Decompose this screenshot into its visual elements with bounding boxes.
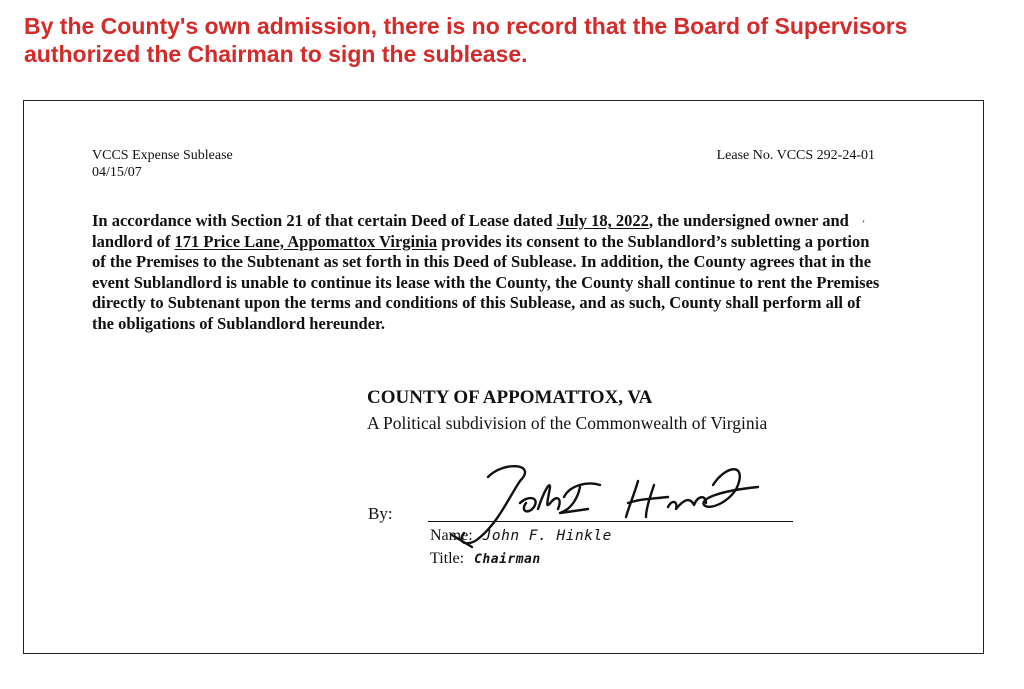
consent-paragraph bbox=[92, 211, 882, 334]
county-subtitle: A Political subdivision of the Commonwealth of Virginia bbox=[367, 413, 768, 433]
name-label: Name: bbox=[430, 527, 473, 544]
signer-title: Chairman bbox=[474, 552, 541, 567]
lease-number: Lease No. VCCS 292-24-01 bbox=[716, 148, 875, 163]
title-row bbox=[430, 550, 541, 568]
paragraph-text-2: , the undersigned owner and landlord of bbox=[92, 211, 849, 251]
county-name: COUNTY OF APPOMATTOX, VA bbox=[367, 387, 653, 408]
by-label: By: bbox=[368, 504, 393, 523]
property-address: 171 Price Lane, Appomattox Virginia bbox=[174, 231, 438, 251]
paragraph-text-3: provides its consent to the Sublandlord’s subletting a portion of the Premises to the Subtenant as set forth in this Deed of Sublease. In addition, the County agrees that in the event Sublandlord is unable to continue its lease with the County, the County shall continue to rent the Premises directly to Subtenant upon the terms and conditions of this Sublease, and as such, County shall perform all of the obligations of Sublandlord hereunder. bbox=[92, 231, 880, 333]
signer-name: John F. Hinkle bbox=[482, 528, 612, 544]
signature-line bbox=[428, 521, 793, 522]
title-label: Title: bbox=[430, 550, 465, 567]
document-type: VCCS Expense Sublease bbox=[92, 148, 233, 163]
lease-date: July 18, 2022 bbox=[556, 211, 649, 230]
sublease-document bbox=[23, 100, 984, 654]
paragraph-text-1: In accordance with Section 21 of that certain Deed of Lease dated bbox=[92, 211, 557, 230]
document-header-left bbox=[92, 147, 233, 181]
stray-mark-icon: ‘ bbox=[862, 219, 866, 230]
headline: By the County's own admission, there is no record that the Board of Supervisors authorized the Chairman to sign the sublease. bbox=[24, 13, 908, 67]
document-date: 04/15/07 bbox=[92, 165, 142, 180]
name-row bbox=[430, 527, 612, 545]
